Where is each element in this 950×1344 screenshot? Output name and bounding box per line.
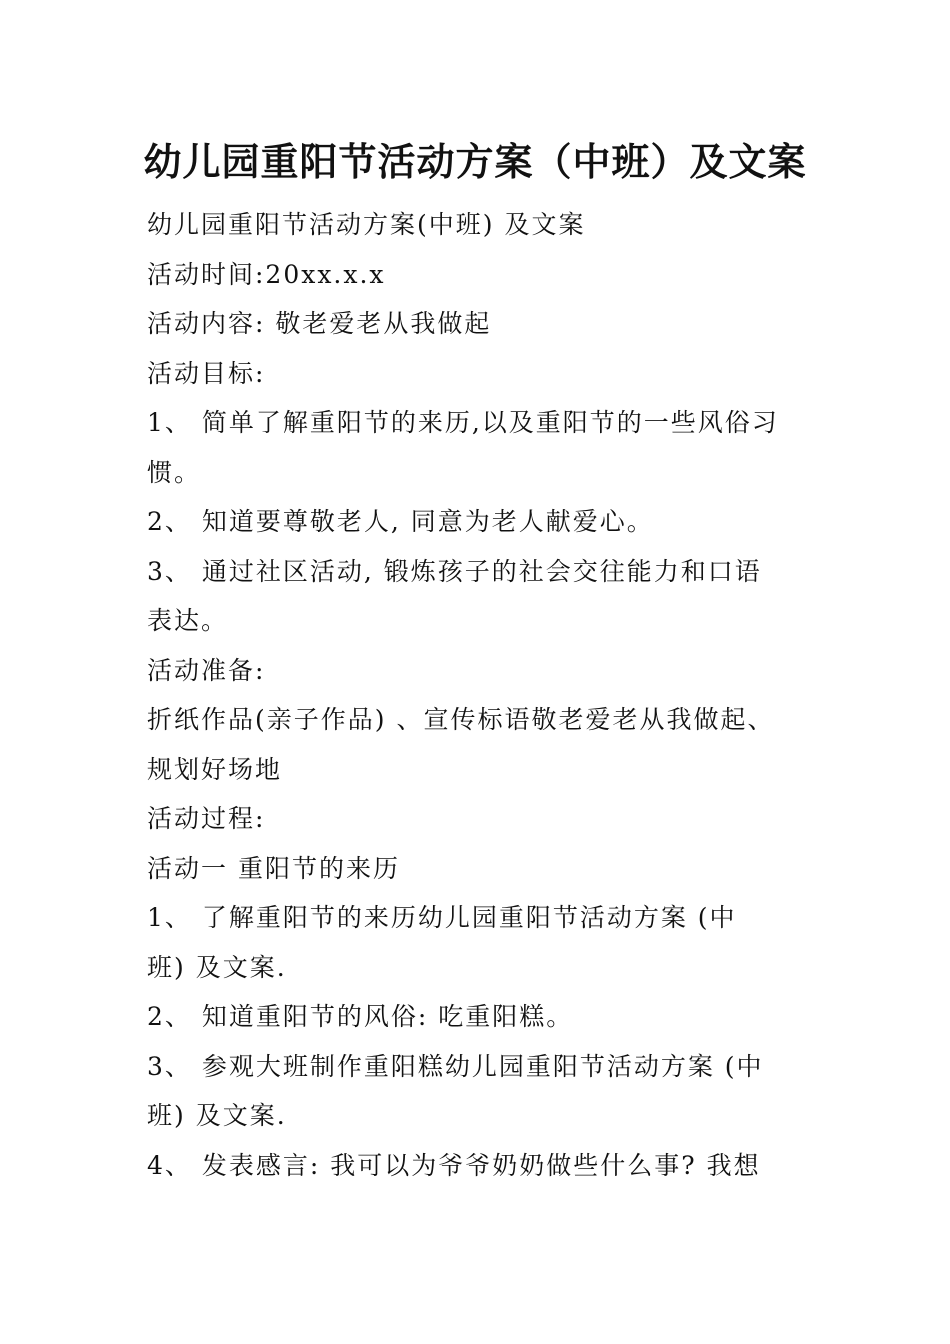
text-line: 2、 知道要尊敬老人, 同意为老人献爱心。 bbox=[147, 507, 654, 536]
text-line: 活动过程: bbox=[147, 804, 266, 833]
text-line: 表达。 bbox=[147, 606, 229, 635]
text-line: 规划好场地 bbox=[147, 754, 283, 784]
text-line: 4、 发表感言: 我可以为爷爷奶奶做些什么事? 我想 bbox=[147, 1150, 761, 1180]
text-line: 3、 通过社区活动, 锻炼孩子的社会交往能力和口语 bbox=[147, 556, 762, 586]
text-line: 惯。 bbox=[147, 457, 202, 487]
text-line: 活动内容: 敬老爱老从我做起 bbox=[147, 309, 492, 338]
text-line: 班) 及文案. bbox=[147, 952, 287, 982]
text-line: 折纸作品(亲子作品) 、宣传标语敬老爱老从我做起、 bbox=[147, 705, 775, 734]
text-line: 活动时间:20xx.x.x bbox=[147, 259, 386, 289]
text-line: 活动准备: bbox=[147, 655, 266, 685]
text-line: 1、 了解重阳节的来历幼儿园重阳节活动方案 (中 bbox=[147, 903, 737, 932]
text-line: 3、 参观大班制作重阳糕幼儿园重阳节活动方案 (中 bbox=[147, 1051, 764, 1081]
text-line: 活动一 重阳节的来历 bbox=[147, 853, 400, 883]
document-body bbox=[147, 200, 827, 1190]
text-line: 幼儿园重阳节活动方案(中班) 及文案 bbox=[147, 210, 586, 239]
text-line: 班) 及文案. bbox=[147, 1101, 287, 1130]
text-line: 2、 知道重阳节的风俗: 吃重阳糕。 bbox=[147, 1002, 574, 1031]
document-title: 幼儿园重阳节活动方案（中班）及文案 bbox=[143, 139, 807, 184]
text-line: 活动目标: bbox=[147, 358, 266, 388]
text-line: 1、 简单了解重阳节的来历,以及重阳节的一些风俗习 bbox=[147, 408, 779, 437]
